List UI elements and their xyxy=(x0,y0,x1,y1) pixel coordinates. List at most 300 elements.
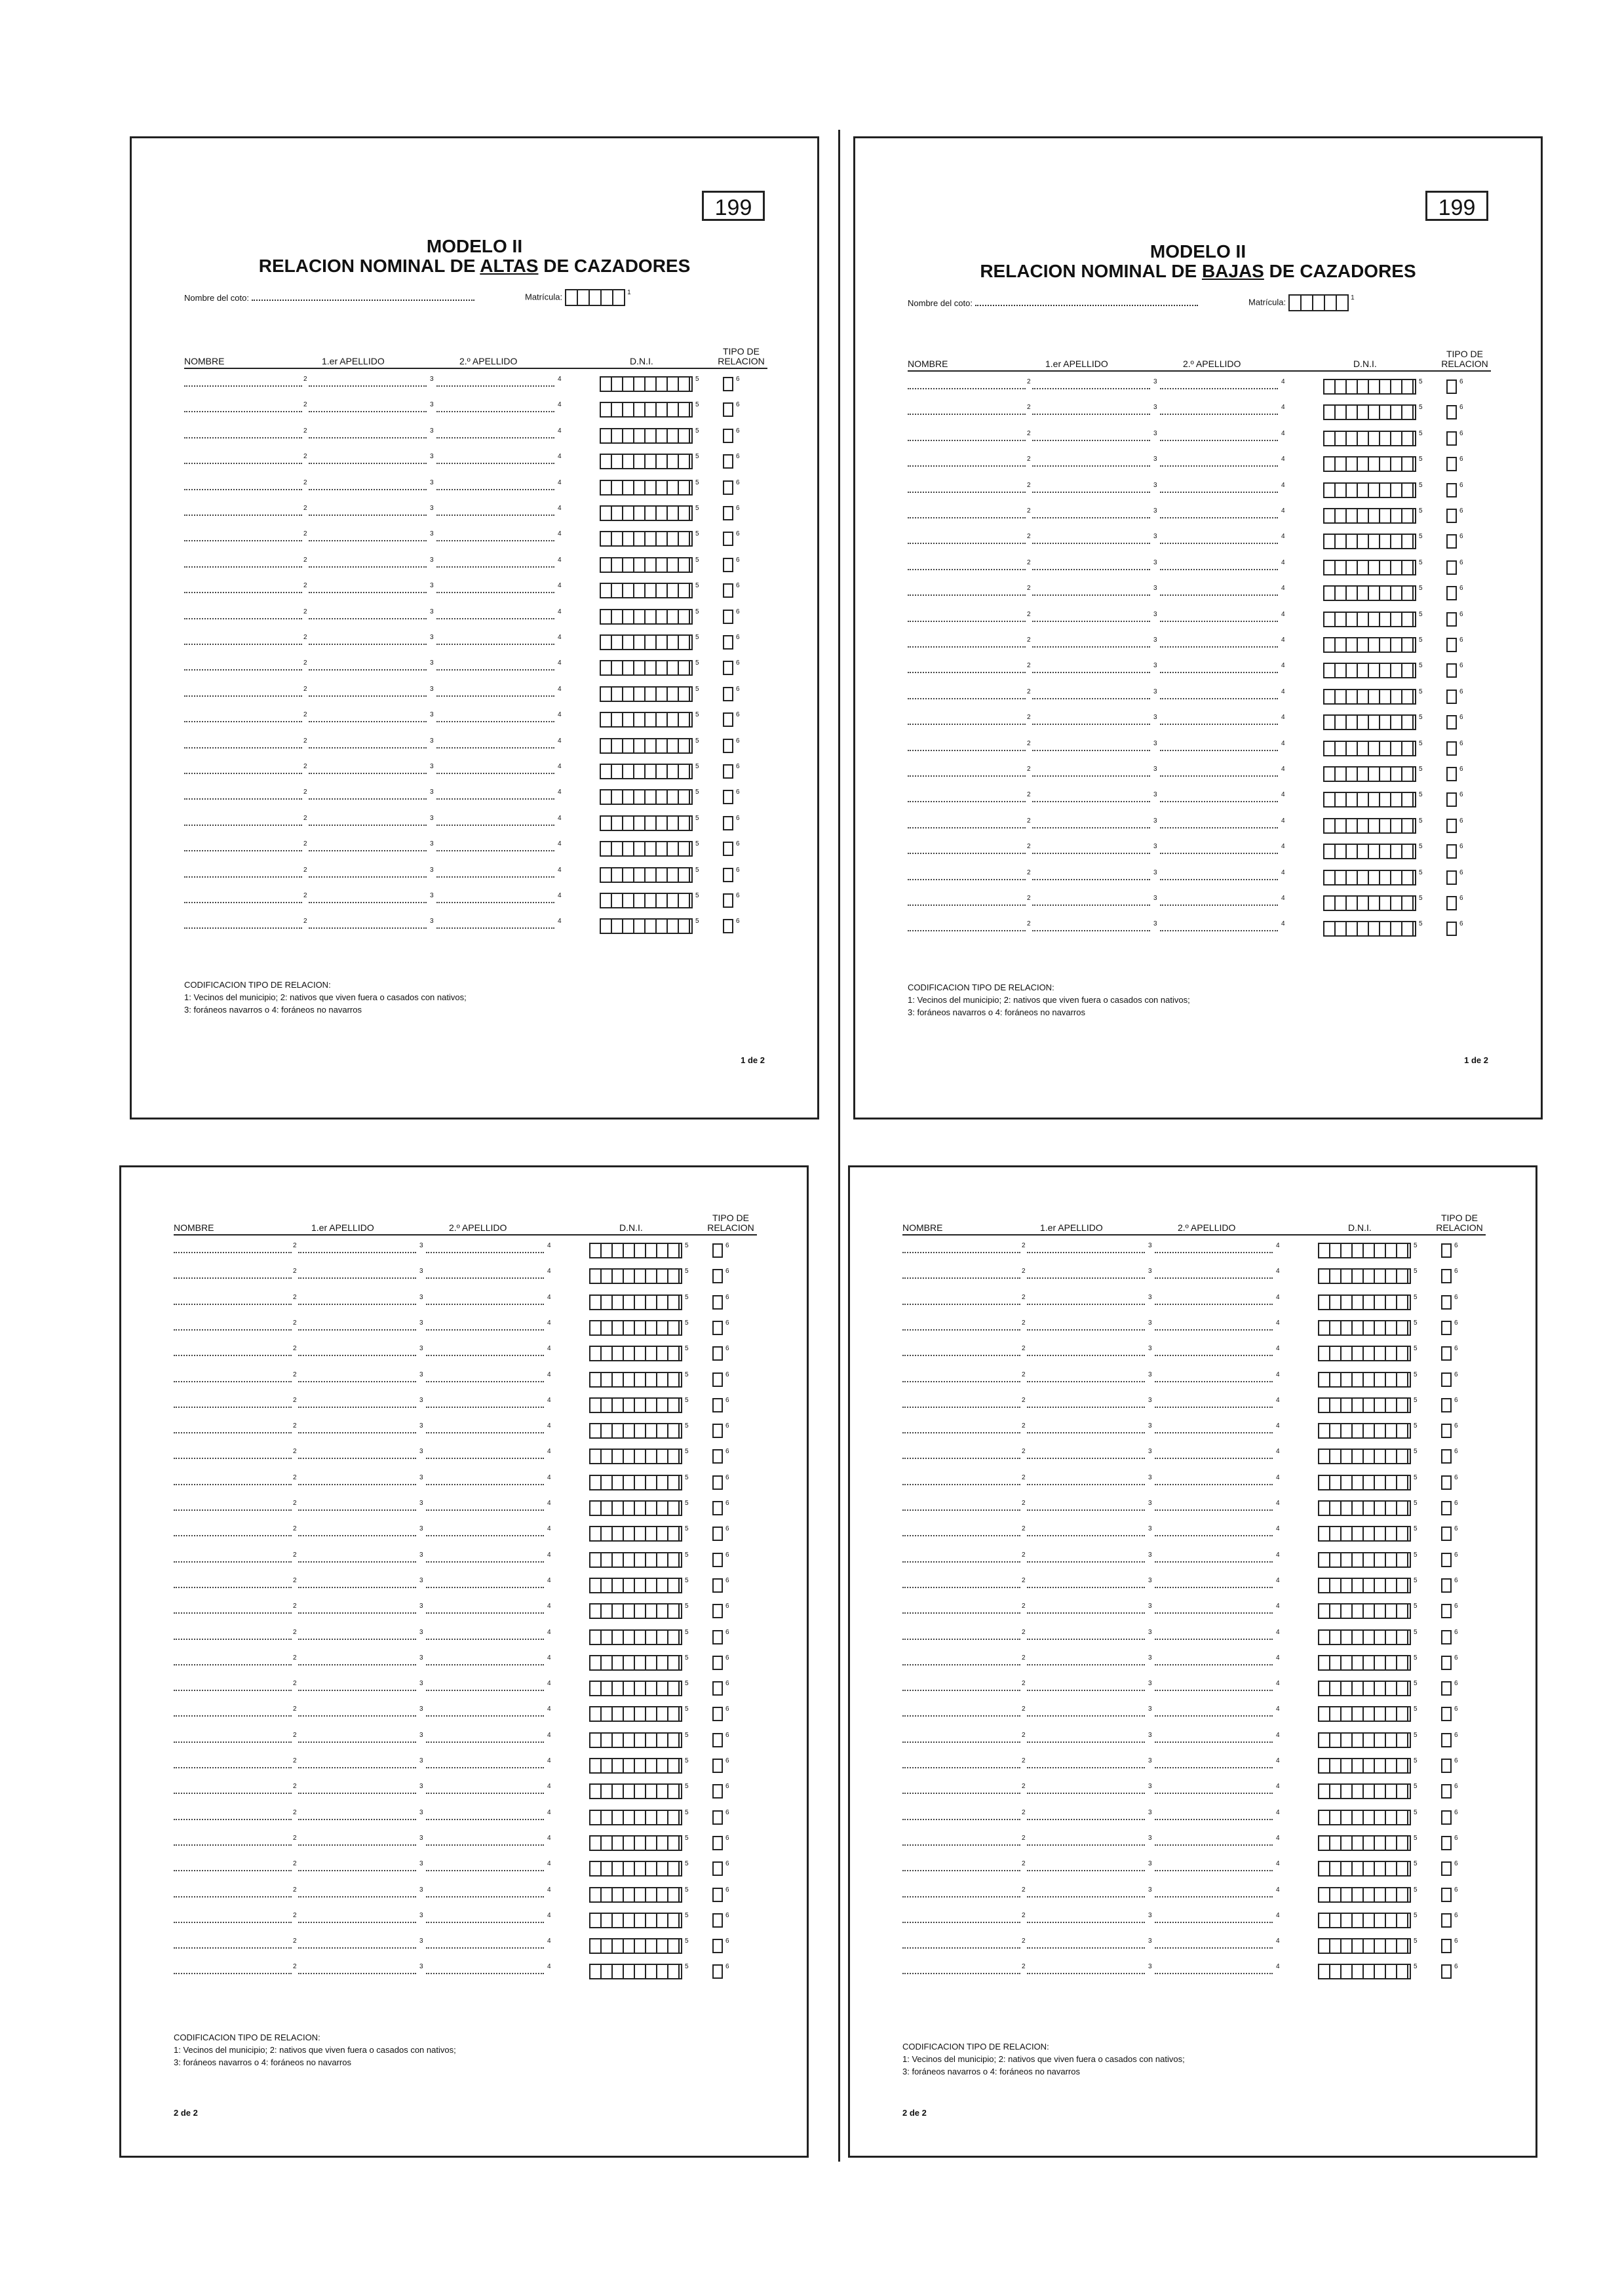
tipo-relacion-box[interactable] xyxy=(1446,431,1457,446)
tipo-relacion-box[interactable] xyxy=(1446,741,1457,756)
dni-boxes[interactable] xyxy=(1318,1861,1411,1877)
apellido-2-field[interactable] xyxy=(426,1252,544,1253)
tipo-relacion-box[interactable] xyxy=(723,893,733,908)
dni-boxes[interactable] xyxy=(589,1243,682,1258)
tipo-relacion-box[interactable] xyxy=(1446,534,1457,549)
apellido-1-field[interactable] xyxy=(309,411,427,412)
apellido-2-field[interactable] xyxy=(436,798,554,800)
nombre-field[interactable] xyxy=(902,1484,1020,1485)
dni-boxes[interactable] xyxy=(589,1681,682,1696)
dni-boxes[interactable] xyxy=(1323,482,1416,498)
apellido-2-field[interactable] xyxy=(1160,775,1278,777)
apellido-2-field[interactable] xyxy=(1155,1252,1273,1253)
nombre-field[interactable] xyxy=(902,1819,1020,1820)
apellido-1-field[interactable] xyxy=(298,1484,416,1485)
dni-boxes[interactable] xyxy=(1318,1964,1411,1979)
apellido-2-field[interactable] xyxy=(1155,1277,1273,1279)
tipo-relacion-box[interactable] xyxy=(1441,1759,1452,1773)
dni-boxes[interactable] xyxy=(1318,1294,1411,1310)
dni-boxes[interactable] xyxy=(589,1810,682,1825)
dni-boxes[interactable] xyxy=(1318,1423,1411,1439)
dni-boxes[interactable] xyxy=(1318,1475,1411,1490)
apellido-2-field[interactable] xyxy=(1160,853,1278,854)
dni-boxes[interactable] xyxy=(589,1578,682,1593)
dni-boxes[interactable] xyxy=(600,402,693,418)
apellido-1-field[interactable] xyxy=(1032,440,1150,441)
dni-boxes[interactable] xyxy=(589,1397,682,1413)
apellido-2-field[interactable] xyxy=(426,1896,544,1897)
tipo-relacion-box[interactable] xyxy=(1441,1913,1452,1928)
nombre-field[interactable] xyxy=(902,1304,1020,1305)
apellido-1-field[interactable] xyxy=(309,566,427,568)
apellido-1-field[interactable] xyxy=(298,1715,416,1717)
nombre-field[interactable] xyxy=(902,1767,1020,1768)
tipo-relacion-box[interactable] xyxy=(712,1449,723,1464)
dni-boxes[interactable] xyxy=(1323,792,1416,807)
apellido-1-field[interactable] xyxy=(298,1535,416,1536)
nombre-field[interactable] xyxy=(174,1587,292,1588)
dni-boxes[interactable] xyxy=(1323,663,1416,678)
nombre-field[interactable] xyxy=(902,1407,1020,1408)
apellido-2-field[interactable] xyxy=(1155,1329,1273,1331)
dni-boxes[interactable] xyxy=(600,893,693,908)
tipo-relacion-box[interactable] xyxy=(1441,1553,1452,1567)
apellido-1-field[interactable] xyxy=(298,1639,416,1640)
tipo-relacion-box[interactable] xyxy=(1441,1939,1452,1953)
apellido-1-field[interactable] xyxy=(1027,1329,1145,1331)
apellido-1-field[interactable] xyxy=(309,902,427,903)
coto-name-field[interactable] xyxy=(184,293,474,303)
nombre-field[interactable] xyxy=(902,1509,1020,1511)
apellido-2-field[interactable] xyxy=(1155,1355,1273,1356)
apellido-1-field[interactable] xyxy=(298,1355,416,1356)
tipo-relacion-box[interactable] xyxy=(1446,612,1457,627)
apellido-1-field[interactable] xyxy=(1032,724,1150,725)
apellido-1-field[interactable] xyxy=(298,1381,416,1382)
dni-boxes[interactable] xyxy=(1318,1655,1411,1671)
apellido-2-field[interactable] xyxy=(1155,1509,1273,1511)
nombre-field[interactable] xyxy=(902,1844,1020,1846)
tipo-relacion-box[interactable] xyxy=(712,1321,723,1335)
nombre-field[interactable] xyxy=(174,1715,292,1717)
tipo-relacion-box[interactable] xyxy=(723,712,733,727)
tipo-relacion-box[interactable] xyxy=(712,1501,723,1515)
dni-boxes[interactable] xyxy=(600,376,693,392)
apellido-1-field[interactable] xyxy=(309,695,427,697)
tipo-relacion-box[interactable] xyxy=(1441,1836,1452,1850)
tipo-relacion-box[interactable] xyxy=(723,739,733,753)
dni-boxes[interactable] xyxy=(1318,1372,1411,1388)
tipo-relacion-box[interactable] xyxy=(1441,1681,1452,1696)
dni-boxes[interactable] xyxy=(600,609,693,625)
tipo-relacion-box[interactable] xyxy=(723,429,733,443)
tipo-relacion-box[interactable] xyxy=(1441,1475,1452,1490)
apellido-2-field[interactable] xyxy=(426,1870,544,1871)
tipo-relacion-box[interactable] xyxy=(712,1733,723,1747)
nombre-field[interactable] xyxy=(174,1407,292,1408)
nombre-field[interactable] xyxy=(902,1612,1020,1614)
nombre-field[interactable] xyxy=(174,1432,292,1433)
tipo-relacion-box[interactable] xyxy=(723,919,733,933)
apellido-2-field[interactable] xyxy=(436,695,554,697)
apellido-1-field[interactable] xyxy=(309,721,427,722)
apellido-2-field[interactable] xyxy=(436,747,554,749)
dni-boxes[interactable] xyxy=(1318,1552,1411,1568)
nombre-field[interactable] xyxy=(184,825,302,826)
apellido-1-field[interactable] xyxy=(1032,672,1150,673)
tipo-relacion-box[interactable] xyxy=(723,558,733,572)
nombre-field[interactable] xyxy=(902,1793,1020,1794)
apellido-2-field[interactable] xyxy=(1155,1381,1273,1382)
dni-boxes[interactable] xyxy=(1323,741,1416,756)
tipo-relacion-box[interactable] xyxy=(712,1810,723,1825)
apellido-2-field[interactable] xyxy=(426,1664,544,1665)
apellido-1-field[interactable] xyxy=(1032,621,1150,622)
dni-boxes[interactable] xyxy=(1323,637,1416,653)
apellido-1-field[interactable] xyxy=(309,515,427,516)
dni-boxes[interactable] xyxy=(1323,612,1416,627)
apellido-1-field[interactable] xyxy=(309,876,427,878)
nombre-field[interactable] xyxy=(184,540,302,541)
apellido-1-field[interactable] xyxy=(1027,1355,1145,1356)
apellido-2-field[interactable] xyxy=(1155,1458,1273,1459)
tipo-relacion-box[interactable] xyxy=(723,583,733,598)
dni-boxes[interactable] xyxy=(589,1835,682,1851)
dni-boxes[interactable] xyxy=(1318,1938,1411,1954)
apellido-1-field[interactable] xyxy=(298,1844,416,1846)
apellido-1-field[interactable] xyxy=(298,1793,416,1794)
apellido-1-field[interactable] xyxy=(1032,930,1150,931)
nombre-field[interactable] xyxy=(908,853,1026,854)
apellido-2-field[interactable] xyxy=(1160,543,1278,544)
dni-boxes[interactable] xyxy=(1323,585,1416,601)
tipo-relacion-box[interactable] xyxy=(1441,1888,1452,1902)
nombre-field[interactable] xyxy=(908,414,1026,415)
apellido-2-field[interactable] xyxy=(426,1535,544,1536)
apellido-1-field[interactable] xyxy=(309,669,427,671)
nombre-field[interactable] xyxy=(174,1947,292,1949)
tipo-relacion-box[interactable] xyxy=(712,1707,723,1721)
nombre-field[interactable] xyxy=(174,1304,292,1305)
apellido-1-field[interactable] xyxy=(1027,1767,1145,1768)
apellido-1-field[interactable] xyxy=(1032,646,1150,648)
nombre-field[interactable] xyxy=(908,388,1026,389)
nombre-field[interactable] xyxy=(184,566,302,568)
apellido-1-field[interactable] xyxy=(1027,1535,1145,1536)
tipo-relacion-box[interactable] xyxy=(1441,1630,1452,1644)
matricula-field[interactable]: Matrícula: $^1$ xyxy=(525,289,631,306)
tipo-relacion-box[interactable] xyxy=(1446,586,1457,600)
dni-boxes[interactable] xyxy=(1318,1449,1411,1464)
dni-boxes[interactable] xyxy=(1323,844,1416,859)
tipo-relacion-box[interactable] xyxy=(712,1784,723,1799)
apellido-2-field[interactable] xyxy=(1155,1639,1273,1640)
tipo-relacion-box[interactable] xyxy=(1446,690,1457,704)
dni-boxes[interactable] xyxy=(589,1913,682,1928)
dni-boxes[interactable] xyxy=(600,454,693,469)
apellido-2-field[interactable] xyxy=(436,592,554,593)
apellido-2-field[interactable] xyxy=(426,1612,544,1614)
dni-boxes[interactable] xyxy=(589,1346,682,1361)
dni-boxes[interactable] xyxy=(1323,921,1416,937)
apellido-1-field[interactable] xyxy=(1027,1715,1145,1717)
tipo-relacion-box[interactable] xyxy=(723,480,733,495)
apellido-1-field[interactable] xyxy=(298,1767,416,1768)
dni-boxes[interactable] xyxy=(600,428,693,444)
apellido-2-field[interactable] xyxy=(426,1407,544,1408)
tipo-relacion-box[interactable] xyxy=(712,1759,723,1773)
apellido-1-field[interactable] xyxy=(309,773,427,774)
apellido-2-field[interactable] xyxy=(1160,905,1278,906)
apellido-1-field[interactable] xyxy=(298,1870,416,1871)
apellido-1-field[interactable] xyxy=(298,1329,416,1331)
apellido-1-field[interactable] xyxy=(309,927,427,929)
apellido-1-field[interactable] xyxy=(298,1407,416,1408)
apellido-2-field[interactable] xyxy=(1155,1819,1273,1820)
apellido-2-field[interactable] xyxy=(426,1458,544,1459)
nombre-field[interactable] xyxy=(184,618,302,619)
apellido-2-field[interactable] xyxy=(1155,1535,1273,1536)
apellido-2-field[interactable] xyxy=(1160,646,1278,648)
dni-boxes[interactable] xyxy=(600,764,693,779)
apellido-1-field[interactable] xyxy=(1032,594,1150,596)
nombre-field[interactable] xyxy=(908,672,1026,673)
dni-boxes[interactable] xyxy=(1323,431,1416,446)
apellido-2-field[interactable] xyxy=(1155,1947,1273,1949)
nombre-field[interactable] xyxy=(174,1355,292,1356)
apellido-2-field[interactable] xyxy=(436,385,554,387)
apellido-1-field[interactable] xyxy=(298,1819,416,1820)
nombre-field[interactable] xyxy=(902,1432,1020,1433)
nombre-field[interactable] xyxy=(908,465,1026,467)
apellido-2-field[interactable] xyxy=(426,1767,544,1768)
tipo-relacion-box[interactable] xyxy=(723,377,733,391)
nombre-field[interactable] xyxy=(174,1922,292,1923)
tipo-relacion-box[interactable] xyxy=(1441,1269,1452,1283)
nombre-field[interactable] xyxy=(174,1381,292,1382)
apellido-1-field[interactable] xyxy=(1027,1561,1145,1563)
apellido-1-field[interactable] xyxy=(1032,853,1150,854)
nombre-field[interactable] xyxy=(908,440,1026,441)
apellido-2-field[interactable] xyxy=(436,927,554,929)
tipo-relacion-box[interactable] xyxy=(712,1681,723,1696)
nombre-field[interactable] xyxy=(908,905,1026,906)
nombre-field[interactable] xyxy=(902,1741,1020,1743)
apellido-2-field[interactable] xyxy=(426,1715,544,1717)
dni-boxes[interactable] xyxy=(1318,1243,1411,1258)
nombre-field[interactable] xyxy=(908,621,1026,622)
dni-boxes[interactable] xyxy=(1323,714,1416,730)
apellido-1-field[interactable] xyxy=(298,1252,416,1253)
nombre-field[interactable] xyxy=(174,1639,292,1640)
nombre-field[interactable] xyxy=(184,489,302,490)
tipo-relacion-box[interactable] xyxy=(723,816,733,830)
apellido-2-field[interactable] xyxy=(426,1741,544,1743)
nombre-field[interactable] xyxy=(184,385,302,387)
apellido-1-field[interactable] xyxy=(1032,775,1150,777)
apellido-1-field[interactable] xyxy=(298,1947,416,1949)
apellido-1-field[interactable] xyxy=(298,1741,416,1743)
dni-boxes[interactable] xyxy=(600,634,693,650)
apellido-2-field[interactable] xyxy=(436,902,554,903)
apellido-1-field[interactable] xyxy=(309,540,427,541)
apellido-2-field[interactable] xyxy=(426,1973,544,1974)
dni-boxes[interactable] xyxy=(589,1268,682,1284)
apellido-1-field[interactable] xyxy=(1027,1896,1145,1897)
apellido-2-field[interactable] xyxy=(436,618,554,619)
dni-boxes[interactable] xyxy=(1318,1706,1411,1722)
dni-boxes[interactable] xyxy=(1318,1758,1411,1774)
dni-boxes[interactable] xyxy=(600,583,693,598)
nombre-field[interactable] xyxy=(902,1922,1020,1923)
apellido-1-field[interactable] xyxy=(309,825,427,826)
dni-boxes[interactable] xyxy=(1318,1346,1411,1361)
tipo-relacion-box[interactable] xyxy=(1446,792,1457,807)
apellido-2-field[interactable] xyxy=(426,1793,544,1794)
dni-boxes[interactable] xyxy=(589,1475,682,1490)
nombre-field[interactable] xyxy=(902,1587,1020,1588)
tipo-relacion-box[interactable] xyxy=(1446,457,1457,471)
apellido-2-field[interactable] xyxy=(1155,1612,1273,1614)
dni-boxes[interactable] xyxy=(1323,870,1416,885)
dni-boxes[interactable] xyxy=(1318,1783,1411,1799)
tipo-relacion-box[interactable] xyxy=(1446,509,1457,523)
nombre-field[interactable] xyxy=(908,775,1026,777)
apellido-2-field[interactable] xyxy=(426,1819,544,1820)
dni-boxes[interactable] xyxy=(1323,818,1416,834)
nombre-field[interactable] xyxy=(174,1277,292,1279)
apellido-1-field[interactable] xyxy=(1027,1612,1145,1614)
nombre-field[interactable] xyxy=(174,1561,292,1563)
apellido-1-field[interactable] xyxy=(298,1922,416,1923)
apellido-2-field[interactable] xyxy=(1155,1304,1273,1305)
apellido-1-field[interactable] xyxy=(298,1458,416,1459)
dni-boxes[interactable] xyxy=(1323,404,1416,420)
tipo-relacion-box[interactable] xyxy=(712,1630,723,1644)
nombre-field[interactable] xyxy=(184,876,302,878)
nombre-field[interactable] xyxy=(908,750,1026,751)
apellido-2-field[interactable] xyxy=(426,1639,544,1640)
dni-boxes[interactable] xyxy=(1318,1629,1411,1645)
dni-boxes[interactable] xyxy=(600,480,693,496)
tipo-relacion-box[interactable] xyxy=(712,1269,723,1283)
dni-boxes[interactable] xyxy=(589,1655,682,1671)
nombre-field[interactable] xyxy=(908,646,1026,648)
dni-boxes[interactable] xyxy=(589,1449,682,1464)
dni-boxes[interactable] xyxy=(1318,1732,1411,1748)
nombre-field[interactable] xyxy=(902,1690,1020,1691)
apellido-2-field[interactable] xyxy=(426,1277,544,1279)
tipo-relacion-box[interactable] xyxy=(723,687,733,701)
tipo-relacion-box[interactable] xyxy=(1446,560,1457,575)
tipo-relacion-box[interactable] xyxy=(723,532,733,546)
tipo-relacion-box[interactable] xyxy=(1446,896,1457,910)
apellido-1-field[interactable] xyxy=(309,747,427,749)
dni-boxes[interactable] xyxy=(1323,534,1416,549)
nombre-field[interactable] xyxy=(174,1973,292,1974)
apellido-1-field[interactable] xyxy=(1027,1277,1145,1279)
dni-boxes[interactable] xyxy=(589,1887,682,1903)
apellido-1-field[interactable] xyxy=(309,644,427,645)
apellido-2-field[interactable] xyxy=(426,1329,544,1331)
tipo-relacion-box[interactable] xyxy=(1446,663,1457,678)
tipo-relacion-box[interactable] xyxy=(723,661,733,675)
dni-boxes[interactable] xyxy=(600,557,693,573)
apellido-2-field[interactable] xyxy=(1160,827,1278,828)
tipo-relacion-box[interactable] xyxy=(1446,405,1457,419)
apellido-2-field[interactable] xyxy=(426,1509,544,1511)
nombre-field[interactable] xyxy=(902,1664,1020,1665)
apellido-1-field[interactable] xyxy=(1032,543,1150,544)
apellido-1-field[interactable] xyxy=(298,1509,416,1511)
apellido-2-field[interactable] xyxy=(1155,1484,1273,1485)
apellido-2-field[interactable] xyxy=(426,1304,544,1305)
apellido-2-field[interactable] xyxy=(1155,1973,1273,1974)
nombre-field[interactable] xyxy=(908,492,1026,493)
tipo-relacion-box[interactable] xyxy=(712,1424,723,1438)
tipo-relacion-box[interactable] xyxy=(723,610,733,624)
tipo-relacion-box[interactable] xyxy=(1446,379,1457,394)
nombre-field[interactable] xyxy=(902,1896,1020,1897)
apellido-1-field[interactable] xyxy=(1027,1690,1145,1691)
tipo-relacion-box[interactable] xyxy=(1441,1424,1452,1438)
apellido-2-field[interactable] xyxy=(426,1561,544,1563)
tipo-relacion-box[interactable] xyxy=(712,1939,723,1953)
tipo-relacion-box[interactable] xyxy=(723,454,733,469)
tipo-relacion-box[interactable] xyxy=(1446,819,1457,833)
apellido-1-field[interactable] xyxy=(298,1587,416,1588)
tipo-relacion-box[interactable] xyxy=(1441,1501,1452,1515)
nombre-field[interactable] xyxy=(174,1458,292,1459)
apellido-2-field[interactable] xyxy=(1160,517,1278,518)
nombre-field[interactable] xyxy=(184,515,302,516)
nombre-field[interactable] xyxy=(184,411,302,412)
dni-boxes[interactable] xyxy=(1318,1578,1411,1593)
nombre-field[interactable] xyxy=(908,517,1026,518)
nombre-field[interactable] xyxy=(908,724,1026,725)
apellido-1-field[interactable] xyxy=(309,592,427,593)
tipo-relacion-box[interactable] xyxy=(712,1888,723,1902)
dni-boxes[interactable] xyxy=(1323,766,1416,782)
nombre-field[interactable] xyxy=(908,801,1026,802)
nombre-field[interactable] xyxy=(174,1664,292,1665)
nombre-field[interactable] xyxy=(902,1973,1020,1974)
apellido-1-field[interactable] xyxy=(1027,1304,1145,1305)
tipo-relacion-box[interactable] xyxy=(712,1913,723,1928)
nombre-field[interactable] xyxy=(174,1819,292,1820)
apellido-1-field[interactable] xyxy=(1027,1793,1145,1794)
apellido-2-field[interactable] xyxy=(436,669,554,671)
tipo-relacion-box[interactable] xyxy=(1441,1861,1452,1876)
apellido-2-field[interactable] xyxy=(436,489,554,490)
apellido-1-field[interactable] xyxy=(1027,1458,1145,1459)
apellido-1-field[interactable] xyxy=(1032,879,1150,880)
nombre-field[interactable] xyxy=(174,1896,292,1897)
tipo-relacion-box[interactable] xyxy=(1446,767,1457,781)
dni-boxes[interactable] xyxy=(600,815,693,831)
tipo-relacion-box[interactable] xyxy=(712,1295,723,1310)
tipo-relacion-box[interactable] xyxy=(1441,1656,1452,1670)
apellido-1-field[interactable] xyxy=(1032,801,1150,802)
tipo-relacion-box[interactable] xyxy=(1441,1372,1452,1387)
dni-boxes[interactable] xyxy=(589,1861,682,1877)
apellido-2-field[interactable] xyxy=(426,1381,544,1382)
dni-boxes[interactable] xyxy=(1318,1913,1411,1928)
apellido-1-field[interactable] xyxy=(1027,1664,1145,1665)
apellido-2-field[interactable] xyxy=(1160,569,1278,570)
apellido-2-field[interactable] xyxy=(1155,1690,1273,1691)
dni-boxes[interactable] xyxy=(1318,1887,1411,1903)
